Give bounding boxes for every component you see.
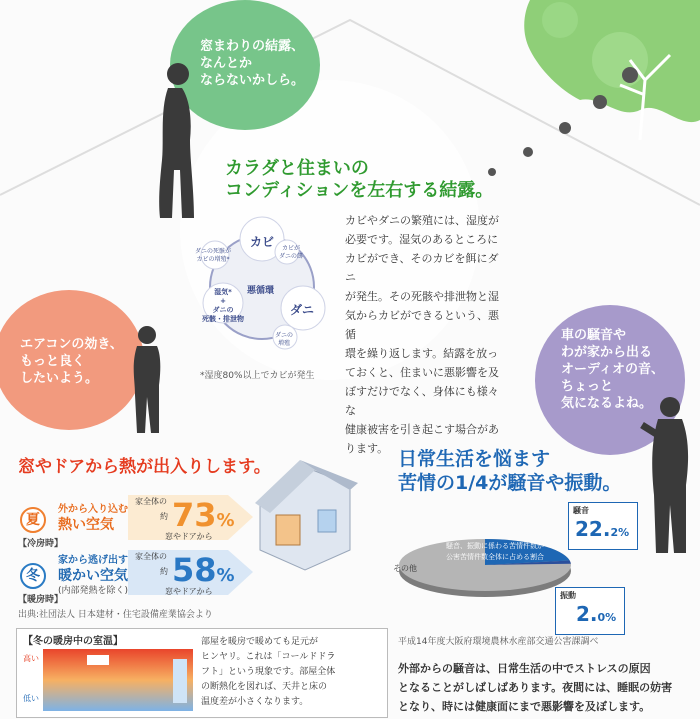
- condensation-title-line2: コンディションを左右する結露。: [225, 180, 494, 201]
- note-line: 公害苦情件数全体に占める割合: [446, 553, 544, 561]
- noise-value-int: 22.: [575, 517, 611, 541]
- summer-badge: 夏: [20, 507, 46, 533]
- thought-dots: [480, 60, 680, 200]
- cycle-center: 悪循環: [247, 286, 275, 296]
- summer-whole: 家全体の: [135, 497, 167, 506]
- winter-approx: 約: [160, 567, 168, 576]
- cycle-text: ダニの: [275, 332, 294, 339]
- condensation-title: [225, 158, 493, 202]
- room-box-title: 【冬の暖房中の室温】: [23, 636, 123, 647]
- text-line: 環を繰り返します。結露を放っ: [345, 347, 499, 360]
- text-line: フト」という現象です。部屋全体: [201, 667, 336, 677]
- room-high-label: 高い: [23, 654, 39, 663]
- house-illustration: [240, 455, 360, 575]
- cycle-footnote: *湿度80%以上でカビが発生: [200, 371, 315, 381]
- heat-source: 出典:社団法人 日本建材・住宅設備産業協会より: [18, 610, 213, 620]
- cycle-text: ダニの死骸が: [195, 248, 232, 255]
- cycle-left-top: [195, 248, 231, 264]
- cycle-right-bottom: [275, 332, 293, 348]
- condensation-text: [345, 211, 505, 458]
- man-silhouette: [125, 325, 170, 435]
- cycle-dani: ダニ: [290, 303, 315, 317]
- room-box-text: [201, 635, 335, 710]
- text-line: ぼすだけでなく、身体にも様々な: [345, 385, 499, 417]
- cycle-text: 湿気*: [214, 288, 232, 296]
- room-temperature-gradient: [43, 649, 193, 711]
- cycle-text: 増殖: [278, 340, 291, 347]
- pie-label-other: その他: [393, 564, 417, 573]
- text-line: ヒンヤリ。これは「コールドドラ: [201, 652, 336, 662]
- winter-line3: (内部発熱を除く): [58, 586, 129, 596]
- cycle-text: ダニの餌: [279, 253, 304, 260]
- bubble-line: 車の騒音や: [561, 328, 627, 343]
- winter-percent-number: 58: [172, 551, 217, 589]
- text-line: が発生。その死骸や排泄物と湿: [345, 290, 499, 303]
- noise-text: [398, 659, 672, 716]
- cycle-right-top: [279, 245, 303, 261]
- cycle-text: ダニの: [212, 306, 234, 314]
- text-line: 部屋を暖房で暖めても足元が: [201, 637, 319, 647]
- summer-approx: 約: [160, 512, 168, 521]
- noise-source: 平成14年度大阪府環境農林水産部交通公害課調べ: [398, 637, 599, 647]
- cycle-text: 死骸・排泄物: [202, 315, 244, 323]
- speech-bubble-aircon: [0, 290, 144, 430]
- note-line: 騒音、振動に係わる苦情件数が: [446, 542, 544, 550]
- summer-tag: 【冷房時】: [18, 539, 64, 549]
- bubble-line: もっと良く: [20, 354, 86, 369]
- noise-title-line2: 苦情の1/4が騒音や振動。: [398, 472, 622, 494]
- summer-percent-number: 73: [172, 496, 217, 534]
- text-line: 必要です。湿気のあるところに: [345, 233, 499, 246]
- cycle-kabi: カビ: [250, 235, 275, 249]
- winter-caption: 窓やドアから: [165, 587, 213, 596]
- winter-line1: 家から逃げ出す: [58, 555, 128, 566]
- winter-line2: 暖かい空気: [58, 568, 128, 584]
- winter-percent-sign: %: [216, 565, 235, 586]
- cycle-text: カビが: [282, 245, 301, 252]
- summer-percent: [172, 496, 235, 534]
- cycle-left-bottom: [198, 288, 248, 324]
- bubble-line: ちょっと: [561, 379, 614, 394]
- bubble-line: したいよう。: [20, 371, 99, 386]
- noise-value: [575, 517, 629, 541]
- room-low-label: 低い: [23, 694, 39, 703]
- summer-line1: 外から入り込む: [58, 504, 128, 515]
- vibration-value: [576, 602, 616, 626]
- bubble-line: ならないかしら。: [200, 73, 305, 88]
- condensation-title-line1: カラダと住まいの: [225, 158, 369, 179]
- noise-title-line1: 日常生活を悩ます: [398, 448, 551, 470]
- summer-percent-sign: %: [216, 510, 235, 531]
- vibration-label: 振動: [560, 591, 576, 600]
- bubble-line: なんとか: [200, 56, 253, 71]
- text-line: 健康被害を引き起こす場合があ: [345, 423, 499, 436]
- bubble-line: エアコンの効き、: [20, 337, 123, 352]
- noise-label: 騒音: [573, 506, 589, 515]
- winter-badge: 冬: [20, 563, 46, 589]
- woman-silhouette: [150, 60, 210, 220]
- bubble-line: 窓まわりの結露、: [200, 39, 305, 54]
- text-line: 外部からの騒音は、日常生活の中でストレスの原因: [398, 662, 651, 675]
- vibration-value-int: 2.: [576, 602, 598, 626]
- cycle-text: +: [220, 297, 226, 305]
- noise-value-box: [568, 502, 638, 550]
- bubble-line: 気になるよね。: [561, 396, 653, 411]
- text-line: ります。: [345, 442, 389, 455]
- winter-tag: 【暖房時】: [18, 595, 64, 605]
- bubble-line: わが家から出る: [561, 345, 653, 360]
- cycle-text: カビの増殖*: [196, 256, 230, 263]
- winter-room-box: [16, 628, 388, 718]
- text-line: 気からカビができるという、悪循: [345, 309, 499, 341]
- text-line: ておくと、住まいに悪影響を及: [345, 366, 499, 379]
- winter-whole: 家全体の: [135, 552, 167, 561]
- winter-percent: [172, 551, 235, 589]
- heat-title: 窓やドアから熱が出入りします。: [18, 457, 271, 477]
- noise-value-dec: 2%: [610, 526, 630, 539]
- text-line: となり、時には健康面にまで悪影響を及ぼします。: [398, 700, 651, 713]
- bubble-line: オーディオの音、: [561, 362, 664, 377]
- noise-title: [398, 447, 621, 495]
- text-line: の断熱化を図れば、天井と床の: [201, 682, 328, 692]
- vibration-value-box: [555, 587, 625, 635]
- text-line: となることがしばしばあります。夜間には、睡眠の妨害: [398, 681, 673, 694]
- text-line: カビやダニの繁殖には、湿度が: [345, 214, 499, 227]
- pie-center-note: [430, 541, 560, 563]
- summer-line2: 熱い空気: [58, 517, 114, 533]
- text-line: 温度差が小さくなります。: [201, 697, 309, 707]
- man-silhouette-right: [640, 395, 700, 555]
- vibration-value-dec: 0%: [597, 611, 617, 624]
- text-line: カビができ、そのカビを餌にダニ: [345, 252, 499, 284]
- summer-caption: 窓やドアから: [165, 532, 213, 541]
